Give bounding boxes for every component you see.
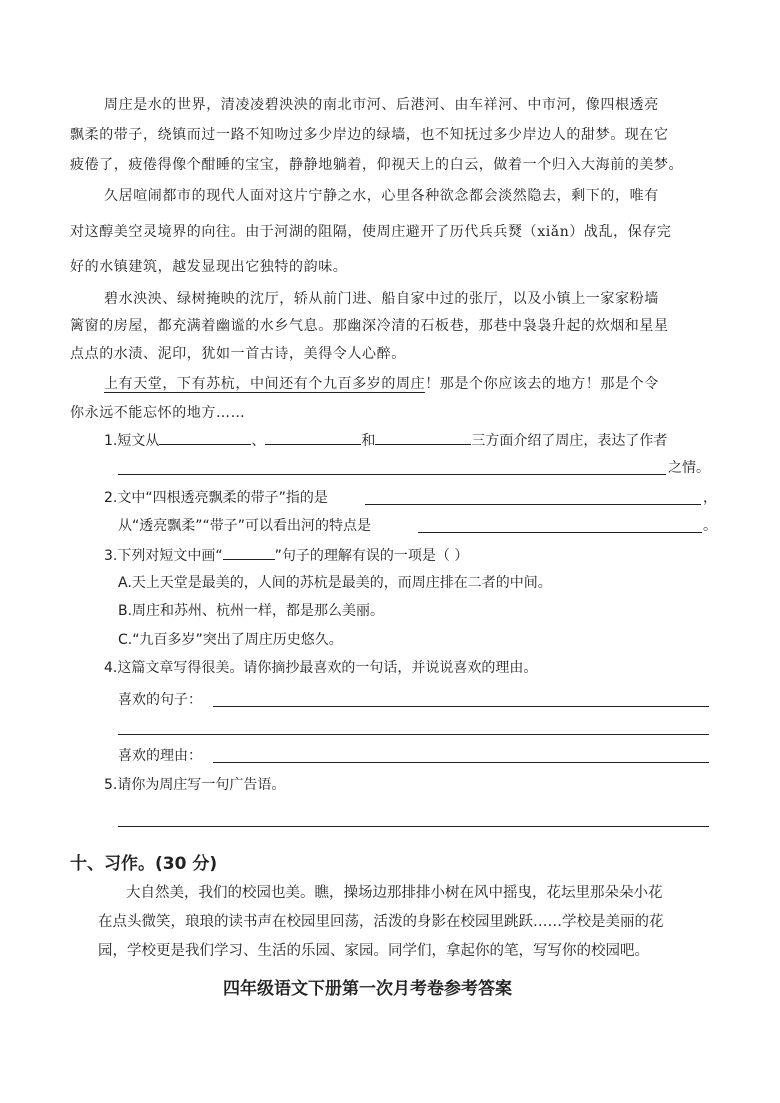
q1-text-b: 、: [251, 433, 266, 449]
composition-line-1: 大自然美，我们的校园也美。瞧，操场边那排排小树在风中摇曳，花坛里那朵朵小花: [126, 885, 663, 901]
q3-underline-sample: [223, 545, 275, 560]
q1-text-e: 之情。: [668, 460, 710, 476]
q2-answer-line-2[interactable]: [418, 532, 702, 533]
q5-answer-line[interactable]: [118, 826, 709, 827]
q2-text-b: ，: [703, 490, 717, 506]
q3-option-c: C.“九百多岁”突出了周庄历史悠久。: [118, 632, 343, 648]
q2-text-c: 从“透亮飘柔”“带子”可以看出河的特点是: [118, 518, 372, 534]
q1-blank-2[interactable]: [265, 430, 361, 445]
q1-text-c: 和: [361, 433, 376, 449]
q4-reason-line[interactable]: [213, 762, 709, 763]
q2-answer-line-1[interactable]: [365, 504, 701, 505]
passage-p4-line2: 你永远不能忘怀的地方……: [70, 405, 246, 421]
q1-text-a: 1.短文从: [104, 433, 160, 449]
q2-text-a: 2.文中“四根透亮飘柔的带子”指的是: [104, 490, 328, 506]
passage-p2-line2: 对这醇美空灵境界的向往。由于河湖的阻隔，使周庄避开了历代兵兵燹（xiǎn）战乱，保存完: [70, 224, 672, 240]
q1-answer-line[interactable]: [118, 474, 666, 475]
q3-option-b: B.周庄和苏州、杭州一样，都是那么美丽。: [118, 603, 385, 619]
passage-p3-line2: 篱窗的房屋，都充满着幽谧的水乡气息。那幽深冷清的石板巷，那巷中袅袅升起的炊烟和星星: [70, 318, 669, 334]
q4-reason-label: 喜欢的理由：: [118, 748, 202, 764]
passage-p2-line1: 久居喧闹都市的现代人面对这片宁静之水，心里各种欲念都会淡然隐去，剩下的，唯有: [104, 188, 659, 204]
underlined-sentence: 上有天堂，下有苏杭，中间还有个九百多岁的周庄: [104, 376, 426, 392]
q1-text-d: 三方面介绍了周庄，表达了作者: [471, 433, 668, 449]
passage-p4-line1: [104, 374, 659, 394]
q3-text-a: 3.下列对短文中画“: [104, 548, 223, 564]
passage-p1-line3: 疲倦了，疲倦得像个酣睡的宝宝，静静地躺着，仰视天上的白云，做着一个归入大海前的美梦。: [70, 157, 684, 173]
passage-p2-line3: 好的水镇建筑，越发显现出它独特的韵味。: [70, 259, 348, 275]
q4-sentence-line-1[interactable]: [213, 706, 709, 707]
q2-text-d: 。: [703, 518, 717, 534]
composition-heading: 十、习作。(30 分): [70, 854, 218, 874]
passage-p4-rest: ！那是个你应该去的地方！那是个令: [425, 376, 659, 392]
q3-text-b: ”句子的理解有误的一项是（ ）: [274, 548, 469, 564]
question-5: 5.请你为周庄写一句广告语。: [104, 777, 286, 793]
q1-blank-3[interactable]: [375, 430, 471, 445]
answer-key-title: 四年级语文下册第一次月考卷参考答案: [223, 979, 512, 999]
q3-option-a: A.天上天堂是最美的，人间的苏杭是最美的，而周庄排在二者的中间。: [118, 575, 552, 591]
q4-sentence-label: 喜欢的句子：: [118, 692, 202, 708]
question-1-line1: [104, 430, 667, 451]
question-4: 4.这篇文章写得很美。请你摘抄最喜欢的一句话，并说说喜欢的理由。: [104, 660, 538, 676]
passage-p3-line1: 碧水泱泱、绿树掩映的沈厅，轿从前门进、船自家中过的张厅，以及小镇上一家家粉墙: [104, 291, 659, 307]
q1-blank-1[interactable]: [159, 430, 251, 445]
passage-p3-line3: 点点的水渍、泥印，犹如一首古诗，美得令人心醉。: [70, 346, 406, 362]
composition-line-2: 在点头微笑，琅琅的读书声在校园里回荡，活泼的身影在校园里跳跃……学校是美丽的花: [98, 914, 664, 930]
question-3: [104, 545, 468, 566]
q4-sentence-line-2[interactable]: [118, 734, 709, 735]
passage-p1-line1: 周庄是水的世界，清凌凌碧泱泱的南北市河、后港河、由车祥河、中市河，像四根透亮: [104, 97, 659, 113]
passage-p1-line2: 飘柔的带子，绕镇而过一路不知吻过多少岸边的绿墙，也不知抚过多少岸边人的甜梦。现在它: [70, 127, 669, 143]
composition-line-3: 园，学校更是我们学习、生活的乐园、家园。同学们，拿起你的笔，写写你的校园吧。: [98, 943, 649, 959]
